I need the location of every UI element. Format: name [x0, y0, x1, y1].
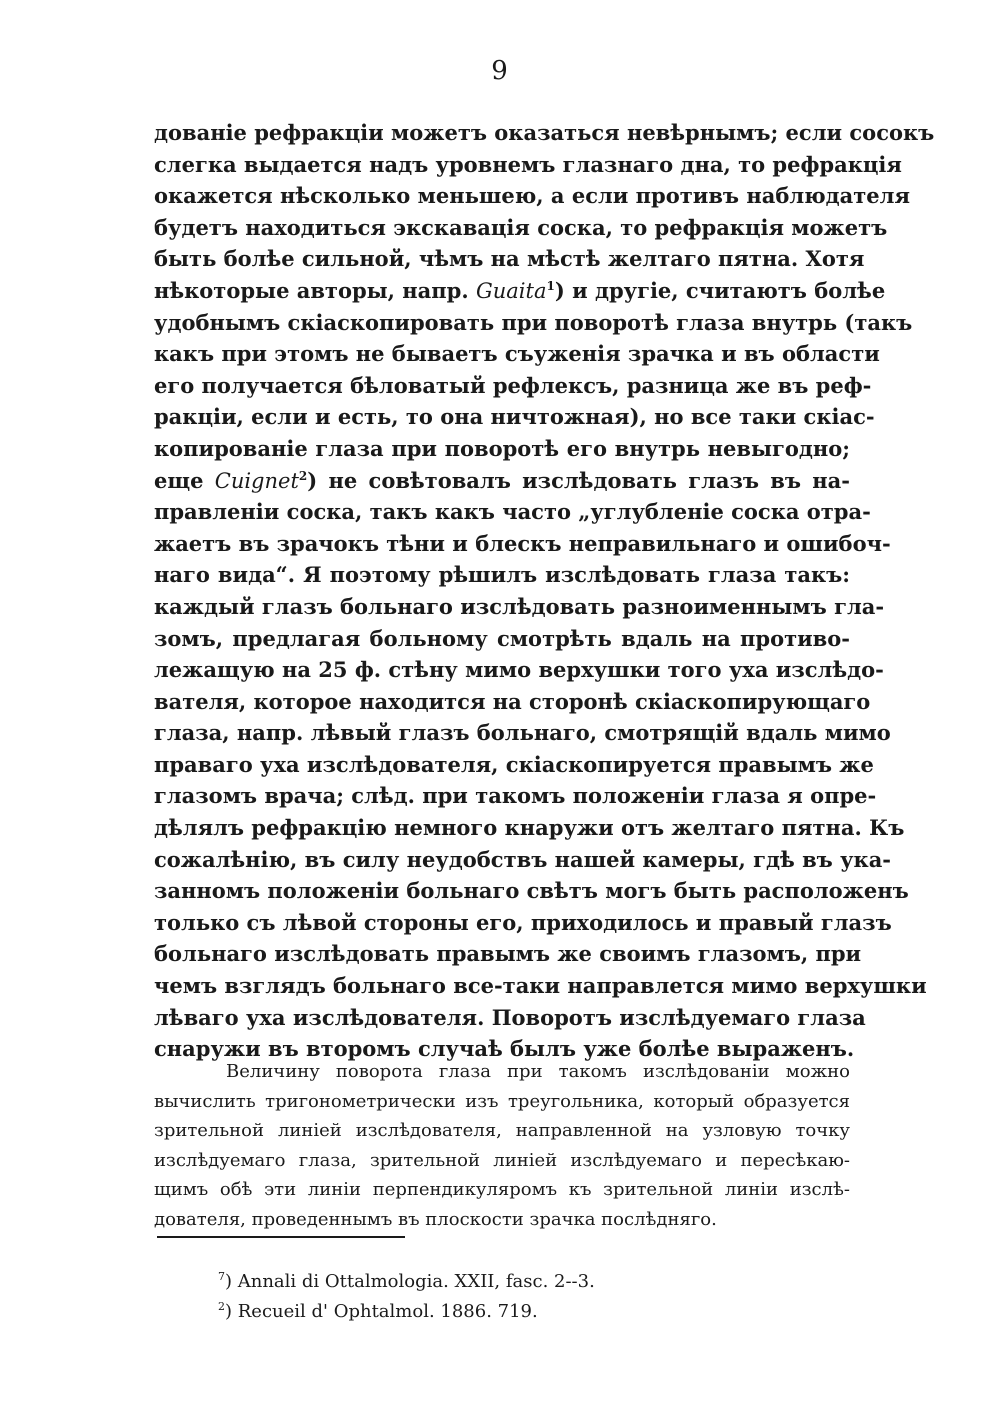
footnote-ref: 1 — [546, 278, 555, 293]
text-line: лѣваго уха изслѣдователя. Поворотъ изслѣдуемаго глаза — [154, 1004, 866, 1030]
text-line: быть болѣе сильной, чѣмъ на мѣстѣ желтаго пятна. Хотя — [154, 246, 865, 272]
footnote-text: ) Annali di Ottalmologia. XXII, fasc. 2--3. — [225, 1271, 595, 1292]
footnote-text: ) Recueil d' Ophtalmol. 1886. 719. — [225, 1301, 538, 1322]
text-line: глаза, напр. лѣвый глазъ больнаго, смотрящій вдаль мимо — [154, 720, 891, 746]
main-text — [154, 117, 935, 1065]
small-text-line: щимъ обѣ эти линіи перпендикуляромъ къ зрительной линіи изслѣ- — [154, 1179, 850, 1200]
text-line: окажется нѣсколько меньшею, а если противъ наблюдателя — [154, 183, 910, 209]
footnotes — [218, 1262, 838, 1322]
small-text-line: зрительной линіей изслѣдователя, направленной на узловую точку — [154, 1120, 850, 1141]
text-line: занномъ положеніи больнаго свѣтъ могъ быть расположенъ — [154, 878, 909, 904]
text-line: праваго уха изслѣдователя, скіаскопируется правымъ же — [154, 751, 874, 777]
text-line: дованіе рефракціи можетъ оказаться невѣрнымъ; если сосокъ — [154, 120, 935, 145]
text-line: больнаго изслѣдовать правымъ же своимъ глазомъ, при — [154, 941, 862, 967]
small-text-line: дователя, проведеннымъ въ плоскости зрачка послѣдняго. — [154, 1208, 717, 1230]
footnote-mark: 2 — [218, 1300, 225, 1313]
line-text: нѣкоторые авторы, напр. — [154, 277, 476, 303]
text-line: копированіе глаза при поворотѣ его внутрь невыгодно; — [154, 435, 850, 461]
text-line — [154, 465, 850, 497]
text-line: вателя, которое находится на сторонѣ скіаскопирующаго — [154, 688, 871, 714]
footnote-divider — [157, 1236, 405, 1238]
text-line: какъ при этомъ не бываетъ съуженія зрачка и въ области — [154, 341, 880, 367]
page-number: 9 — [491, 56, 509, 86]
footnote-ref: 2 — [298, 468, 308, 483]
text-line: только съ лѣвой стороны его, приходилось и правый глазъ — [154, 909, 892, 935]
text-line: жаетъ въ зрачокъ тѣни и блескъ неправильнаго и ошибоч- — [154, 530, 891, 556]
footnote-mark: 7 — [218, 1270, 225, 1283]
text-line: будетъ находиться экскавація соска, то рефракція можетъ — [154, 214, 888, 240]
author-name: Cuignet — [214, 468, 299, 493]
text-line: дѣлялъ рефракцію немного кнаружи отъ желтаго пятна. Къ — [154, 815, 905, 841]
line-text: еще — [154, 467, 215, 493]
text-line: удобнымъ скіаскопировать при поворотѣ глаза внутрь (такъ — [154, 309, 913, 335]
text-line: каждый глазъ больнаго изслѣдовать разноименнымъ гла- — [154, 593, 885, 619]
footnote — [218, 1262, 838, 1292]
small-text-line: Величину поворота глаза при такомъ изслѣдованіи можно — [226, 1061, 850, 1082]
text-line: зомъ, предлагая больному смотрѣть вдаль на противо- — [154, 625, 850, 651]
text-line: наго вида“. Я поэтому рѣшилъ изслѣдовать глаза такъ: — [154, 562, 850, 588]
footnote — [218, 1292, 838, 1322]
text-line: чемъ взглядъ больнаго все-таки направлется мимо верхушки — [154, 973, 927, 999]
text-line: снаружи въ второмъ случаѣ былъ уже болѣе выраженъ. — [154, 1036, 855, 1062]
line-text: ) и другіе, считаютъ болѣе — [554, 277, 886, 303]
text-line: слегка выдается надъ уровнемъ глазнаго дна, то рефракція — [154, 151, 902, 177]
text-line: сожалѣнію, въ силу неудобствъ нашей камеры, гдѣ въ ука- — [154, 846, 892, 872]
line-text: ) не совѣтовалъ изслѣдовать глазъ въ на- — [307, 467, 850, 493]
text-line — [154, 275, 886, 307]
text-line: глазомъ врача; слѣд. при такомъ положеніи глаза я опре- — [154, 783, 877, 809]
text-line: лежащую на 25 ф. стѣну мимо верхушки того уха изслѣдо- — [154, 657, 884, 683]
text-line: его получается бѣловатый рефлексъ, разница же въ реф- — [154, 372, 872, 398]
small-text-line: изслѣдуемаго глаза, зрительной линіей изслѣдуемаго и пересѣкаю- — [154, 1149, 850, 1171]
text-line: правленіи соска, такъ какъ часто „углубленіе соска отра- — [154, 499, 871, 525]
small-text-line: вычислить тригонометрически изъ треугольника, который образуется — [154, 1090, 850, 1112]
text-line: ракціи, если и есть, то она ничтожная), но все таки скіас- — [154, 404, 875, 430]
small-print-paragraph — [154, 1057, 850, 1234]
author-name: Guaita — [475, 278, 547, 303]
